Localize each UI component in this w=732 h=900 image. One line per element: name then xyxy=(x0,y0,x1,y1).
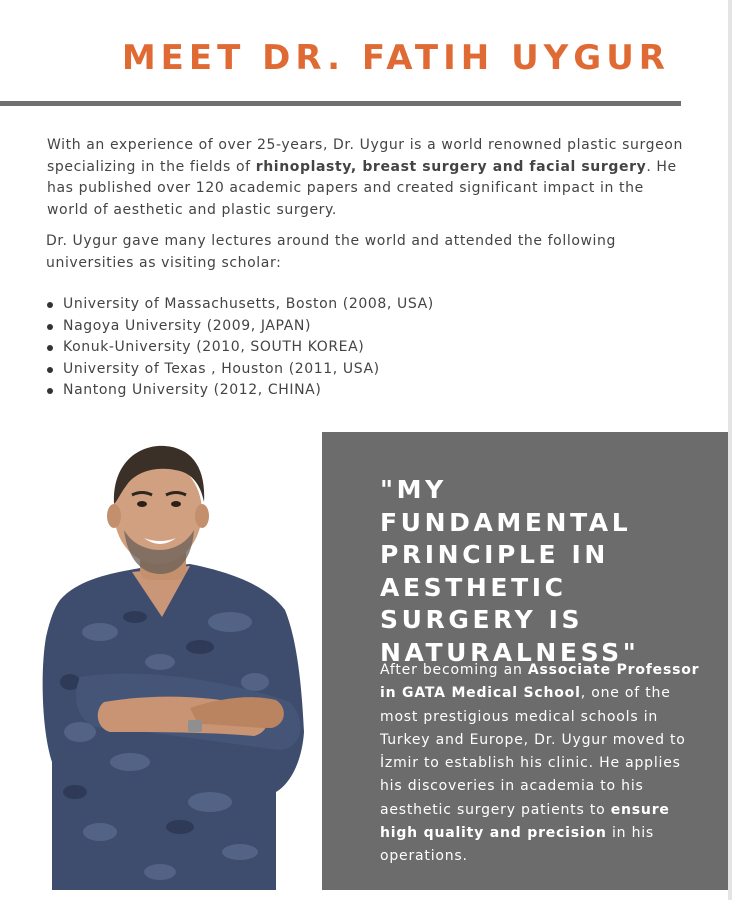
bullet-icon xyxy=(47,388,53,394)
list-item xyxy=(46,294,434,316)
bio-bold-2: ensure high quality and precision xyxy=(380,801,670,842)
list-item-label: University of Massachusetts, Boston (2008, USA) xyxy=(63,296,434,312)
list-item xyxy=(46,337,434,359)
page-edge xyxy=(728,0,732,900)
bullet-icon xyxy=(47,367,53,373)
title-divider xyxy=(0,101,681,106)
bio-text-2: , one of the most prestigious medical schools in Turkey and Europe, Dr. Uygur moved to İzmir to establish his clinic. He applies his discoveries in academia to his aesthetic surgery patients to xyxy=(380,685,686,818)
list-item xyxy=(46,359,434,381)
specialties-text: rhinoplasty, breast surgery and facial surgery xyxy=(255,158,647,175)
intro-paragraph xyxy=(47,135,687,221)
list-item-label: Nantong University (2012, CHINA) xyxy=(63,382,322,398)
list-item-label: Nagoya University (2009, JAPAN) xyxy=(63,317,312,334)
intro-text-b: . He has published over 120 academic papers and created significant impact in the world of aesthetic and plastic surgery. xyxy=(47,158,677,218)
bullet-icon xyxy=(47,345,53,351)
bio-paragraph xyxy=(380,659,700,869)
quote-panel xyxy=(322,432,728,890)
doctor-photo xyxy=(40,432,310,890)
lectures-paragraph: Dr. Uygur gave many lectures around the world and attended the following universities as visiting scholar: xyxy=(46,233,616,271)
intro-text-a: With an experience of over 25-years, Dr. Uygur is a world renowned plastic surgeon specializing in the fields of xyxy=(47,137,683,175)
page-title: MEET DR. FATIH UYGUR xyxy=(121,38,670,78)
bio-text-3: in his operations. xyxy=(380,825,655,865)
list-item-label: Konuk-University (2010, SOUTH KOREA) xyxy=(63,339,365,355)
bio-text-1: After becoming an xyxy=(380,662,528,678)
bullet-icon xyxy=(47,324,53,330)
list-item xyxy=(46,316,434,338)
list-item-label: University of Texas , Houston (2011, USA) xyxy=(63,360,380,377)
universities-list xyxy=(46,294,434,402)
bullet-icon xyxy=(47,302,53,308)
quote-heading: "MY FUNDAMENTAL PRINCIPLE IN AESTHETIC SURGERY IS NATURALNESS" xyxy=(380,475,640,667)
list-item xyxy=(46,380,434,402)
bio-bold-1: Associate Professor in GATA Medical School xyxy=(380,662,700,702)
